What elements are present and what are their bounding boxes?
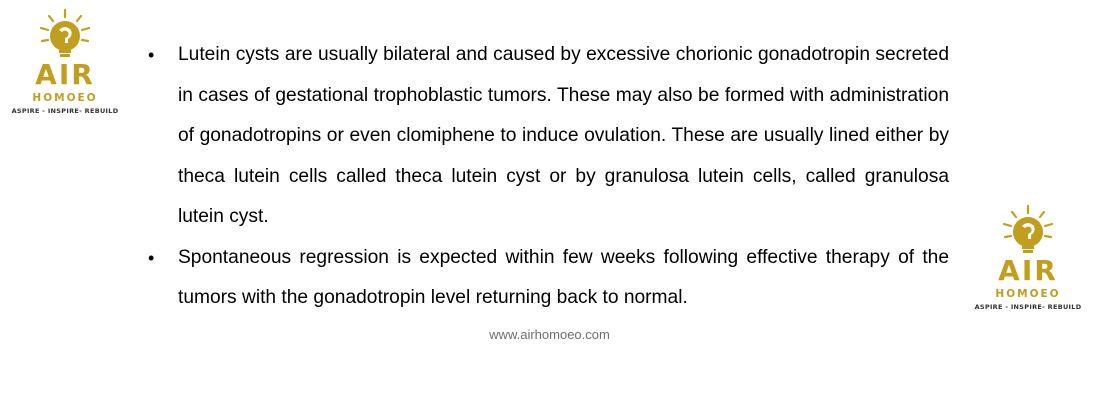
bullet-text: Lutein cysts are usually bilateral and caused by excessive chorionic gonadotropin secreted in cases of gestational trophoblastic tumors. These may also be formed with administration of gonadotropins or even clomiphene to induce ovulation. These are usually lined either by theca lutein cells called theca lutein cyst or by granulosa lutein cells, called granulosa lutein cyst.	[178, 44, 949, 227]
logo-brand-text: AIR	[35, 58, 95, 91]
bullet-icon: •	[148, 247, 155, 268]
slide-body	[148, 35, 949, 319]
lightbulb-head-icon	[1000, 204, 1056, 260]
bullet-item	[148, 238, 949, 319]
air-homoeo-logo	[974, 204, 1082, 314]
logo-tagline: ASPIRE - INSPIRE- REBUILD	[974, 303, 1082, 311]
footer-website-url: www.airhomoeo.com	[489, 327, 610, 342]
bullet-item	[148, 35, 949, 238]
bullet-text: Spontaneous regression is expected within few weeks following effective therapy of the tumors with the gonadotropin level returning back to normal.	[178, 246, 949, 308]
air-homoeo-logo	[11, 8, 119, 118]
bullet-icon: •	[148, 45, 155, 65]
logo-sub-text: HOMOEO	[995, 288, 1061, 300]
logo-sub-text: HOMOEO	[32, 92, 98, 104]
logo-brand-text: AIR	[998, 254, 1058, 287]
lightbulb-head-icon	[37, 8, 93, 64]
logo-tagline: ASPIRE - INSPIRE- REBUILD	[11, 107, 119, 115]
